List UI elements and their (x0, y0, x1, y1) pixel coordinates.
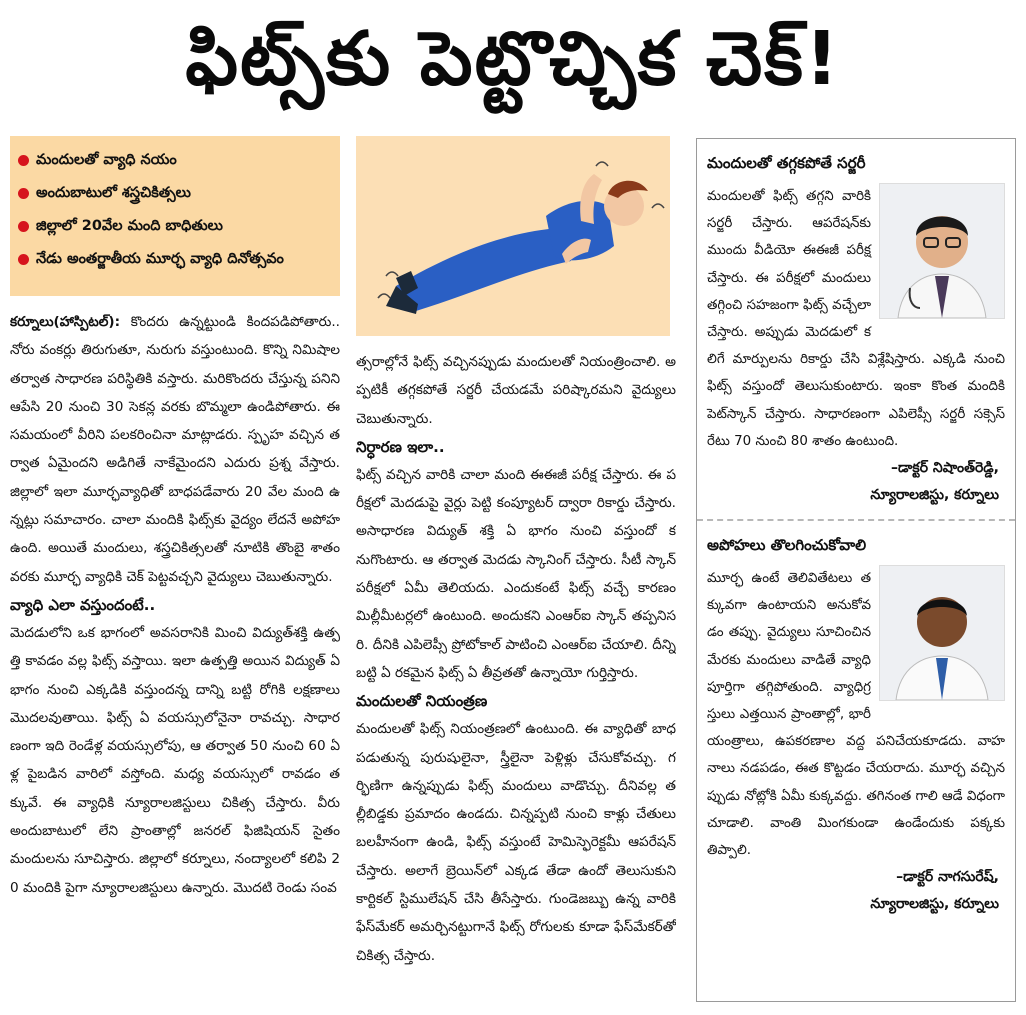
sidebar-title-surgery: మందులతో తగ్గకపోతే సర్జరీ (707, 154, 866, 172)
subhead-control: మందులతో నియంత్రణ (356, 692, 488, 711)
doctor-photo-nishanth (879, 183, 1005, 319)
article-intro (10, 308, 340, 591)
doctor-portrait-icon (880, 184, 1004, 318)
highlight-text: అందుబాటులో శస్త్రచికిత్సలు (36, 185, 191, 201)
headline: ఫిట్స్‌కు పెట్టొచ్చిక చెక్‌! (185, 16, 841, 102)
dateline: కర్నూలు(హాస్పిటల్): (10, 314, 121, 330)
subhead-cause: వ్యాధి ఎలా వస్తుందంటే.. (10, 595, 156, 614)
sidebar-section-surgery (697, 183, 1015, 509)
sidebar-section-myths (697, 565, 1015, 918)
doctor-portrait-icon (880, 566, 1004, 700)
bullet-icon (18, 188, 29, 199)
article-column-2 (356, 136, 676, 1010)
paragraph-cause: మెదడులోని ఒక భాగంలో అవసరానికి మించి విద్యుత్‌శక్తి ఉత్పత్తి కావడం వల్ల ఫిట్స్‌ వస్తాయి. ఇలా ఉత్పత్తి అయిన విద్యుత్‌ ఏ భాగం నుంచి ఎక్కడికి వస్తుందన్న దాన్ని బట్టి రోగికి లక్షణాలు మొదలవుతాయి. ఫిట్స్‌ ఏ వయస్సులోనైనా రావచ్చు. సాధారణంగా ఇది రెండేళ్ల వయస్సులోపు, ఆ తర్వాత 50 నుంచి 60 ఏళ్ల పైబడిన వారిలో వస్తోంది. మధ్య వయస్సులో రావడం తక్కువే. ఈ వ్యాధికి న్యూరాలజిస్టులు చికిత్స చేస్తారు. వీరు అందుబాటులో లేని ప్రాంతాల్లో జనరల్‌ ఫిజిషియన్‌ సైతం మందులను సూచిస్తారు. జిల్లాలో కర్నూలు, నంద్యాలలో కలిపి 20 మందికి పైగా న్యూరాలజిస్టులు ఉన్నారు. మొదటి రెండు సంవ (10, 624, 340, 896)
subhead-diagnosis: నిర్ధారణ ఇలా.. (356, 437, 445, 456)
signature-role-nagasuresh: న్యూరాలజిస్టు, కర్నూలు (870, 896, 999, 913)
article-column-1 (10, 136, 340, 1010)
sidebar-text-surgery: మందులతో ఫిట్స్‌ తగ్గని వారికి సర్జరీ చేస్తారు. ఆపరేషన్‌కు ముందు వీడియో ఈఈజీ పరీక్ష చేస్తారు. ఈ పరీక్షలో మందులు తగ్గించి సహజంగా ఫిట్స్‌ వచ్చేలా చేస్తారు. అప్పుడు మెదడులో కలిగే మార్పులను రికార్డు చేసి విశ్లేషిస్తారు. ఎక్కడి నుంచి ఫిట్స్‌ వస్తుందో తెలుసుకుంటారు. ఇంకా కొంత మందికి పెట్‌స్కాన్‌ చేస్తారు. సాధారణంగా ఎపిలెప్సీ సర్జరీ సక్సెస్‌ రేటు 70 నుంచి 80 శాతం ఉంటుంది. (707, 189, 1005, 449)
highlight-text: జిల్లాలో 20వేల మంది బాధితులు (36, 218, 223, 234)
signature-name-nagasuresh: –డాక్టర్‌ నాగసురేష్‌, (896, 869, 999, 886)
bullet-icon (18, 221, 29, 232)
bullet-icon (18, 155, 29, 166)
paragraph-diagnosis: ఫిట్స్‌ వచ్చిన వారికి చాలా మంది ఈఈజీ పరీక్ష చేస్తారు. ఈ పరీక్షలో మెదడుపై వైర్లు పెట్టి కంప్యూటర్‌ ద్వారా రికార్డు చేస్తారు. అసాధారణ విద్యుత్‌ శక్తి ఏ భాగం నుంచి వస్తుందో కనుగొంటారు. ఆ తర్వాత మెదడు స్కానింగ్‌ చేస్తారు. సీటీ స్కాన్‌ పరీక్షలో ఏమీ తెలియదు. ఎందుకంటే ఫిట్స్‌ వచ్చే కారణం మిల్లీమీటర్లలో ఉంటుంది. అందుకని ఎంఆర్‌ఐ స్కాన్‌ తప్పనిసరి. దీనికి ఎపిలెప్సీ ప్రోటోకాల్‌ పాటించి ఎంఆర్‌ఐ చేయాలి. దీన్ని బట్టి ఏ రకమైన ఫిట్స్‌ ఏ తీవ్రతతో ఉన్నాయో గుర్తిస్తారు. (356, 466, 676, 681)
highlight-item (18, 177, 332, 210)
highlight-item (18, 210, 332, 243)
bullet-icon (18, 254, 29, 265)
seizure-illustration (356, 136, 670, 336)
paragraph-control: మందులతో ఫిట్స్‌ నియంత్రణలో ఉంటుంది. ఈ వ్యాధితో బాధపడుతున్న పురుషులైనా, స్త్రీలైనా పెళ్లిళ్లు చేసుకోవచ్చు. గర్భిణిగా ఉన్నప్పుడు ఫిట్స్‌ మందులు వాడొచ్చు. దీనివల్ల తల్లీబిడ్డకు ప్రమాదం ఉండదు. చిన్నప్పటి నుంచి కాళ్లు చేతులు బలహీనంగా ఉండి, ఫిట్స్‌ వస్తుంటే హెమిస్ఫెరెక్టమీ ఆపరేషన్‌ చేస్తారు. అలాగే బ్రెయిన్‌లో ఎక్కడ తేడా ఉందో తెలుసుకుని కార్టికల్‌ స్టిములేషన్‌ చేసి తీసేస్తారు. గుండెజబ్బు ఉన్న వారికి ఫేస్‌మేకర్‌ అమర్చినట్టుగానే ఫిట్స్‌ రోగులకు కూడా ఫేస్‌మేకర్‌తో చికిత్స చేస్తారు. (356, 721, 676, 964)
paragraph-surgery-intro: త్సరాల్లోనే ఫిట్స్‌ వచ్చినప్పుడు మందులతో నియంత్రించాలి. అప్పటికీ తగ్గకపోతే సర్జరీ చేయడమే పరిష్కారమని వైద్యులు చెబుతున్నారు. (356, 354, 676, 427)
doctor-photo-nagasuresh (879, 565, 1005, 701)
highlight-text: మందులతో వ్యాధి నయం (36, 152, 177, 168)
highlights-box (10, 136, 340, 296)
sidebar-box (696, 138, 1016, 1002)
highlight-item (18, 243, 332, 276)
highlight-text: నేడు అంతర్జాతీయ మూర్ఛ వ్యాధి దినోత్సవం (36, 251, 284, 267)
sidebar-text-myths: మూర్ఛ ఉంటే తెలివితేటలు తక్కువగా ఉంటాయని అనుకోవడం తప్పు. వైద్యులు సూచించిన మేరకు మందులు వాడితే వ్యాధి పూర్తిగా తగ్గిపోతుంది. వ్యాధిగ్రస్తులు ఎత్తయిన ప్రాంతాల్లో, భారీ యంత్రాలు, ఉపకరణాల వద్ద పనిచేయకూడదు. వాహనాలు నడపడం, ఈత కొట్టడం చేయరాదు. మూర్ఛ వచ్చినప్పుడు నోట్లోకి ఏమీ కుక్కవద్దు. తగినంత గాలి ఆడే విధంగా చూడాలి. వాంతి మింగకుండా ఉండేందుకు పక్కకు తిప్పాలి. (707, 571, 1005, 859)
seizure-figure-icon (356, 136, 670, 336)
highlight-item (18, 144, 332, 177)
intro-text: కొందరు ఉన్నట్టుండి కిందపడిపోతారు.. నోరు వంకర్లు తిరుగుతూ, నురుగు వస్తుంటుంది. కొన్ని నిమిషాల తర్వాత సాధారణ పరిస్థితికి వస్తారు. మరికొందరు చేస్తున్న పనిని ఆపేసి 20 నుంచి 30 సెకన్ల వరకు బొమ్మలా ఉండిపోతారు. ఈ సమయంలో వీరిని పలకరించినా మాట్లాడరు. స్పృహ వచ్చిన తర్వాత ఏమైందని అడిగితే నాకేమైందని ఎదురు ప్రశ్న వేస్తారు. జిల్లాలో ఇలా మూర్ఛవ్యాధితో బాధపడేవారు 20 వేల మంది ఉన్నట్లు సమాచారం. చాలా మందికి ఫిట్స్‌కు వైద్యం లేదనే అపోహ ఉంది. అయితే మందులు, శస్త్రచికిత్సలతో నూటికి తొంబై శాతం వరకు మూర్ఛ వ్యాధికి చెక్‌ పెట్టవచ్చని వైద్యులు చెబుతున్నారు. (10, 314, 340, 585)
signature-name-nishanth: –డాక్టర్‌ నిషాంత్‌రెడ్డి, (891, 460, 999, 477)
sidebar-title-myths: అపోహలు తొలగించుకోవాలి (707, 536, 867, 555)
signature-role-nishanth: న్యూరాలజిస్టు, కర్నూలు (870, 487, 999, 504)
